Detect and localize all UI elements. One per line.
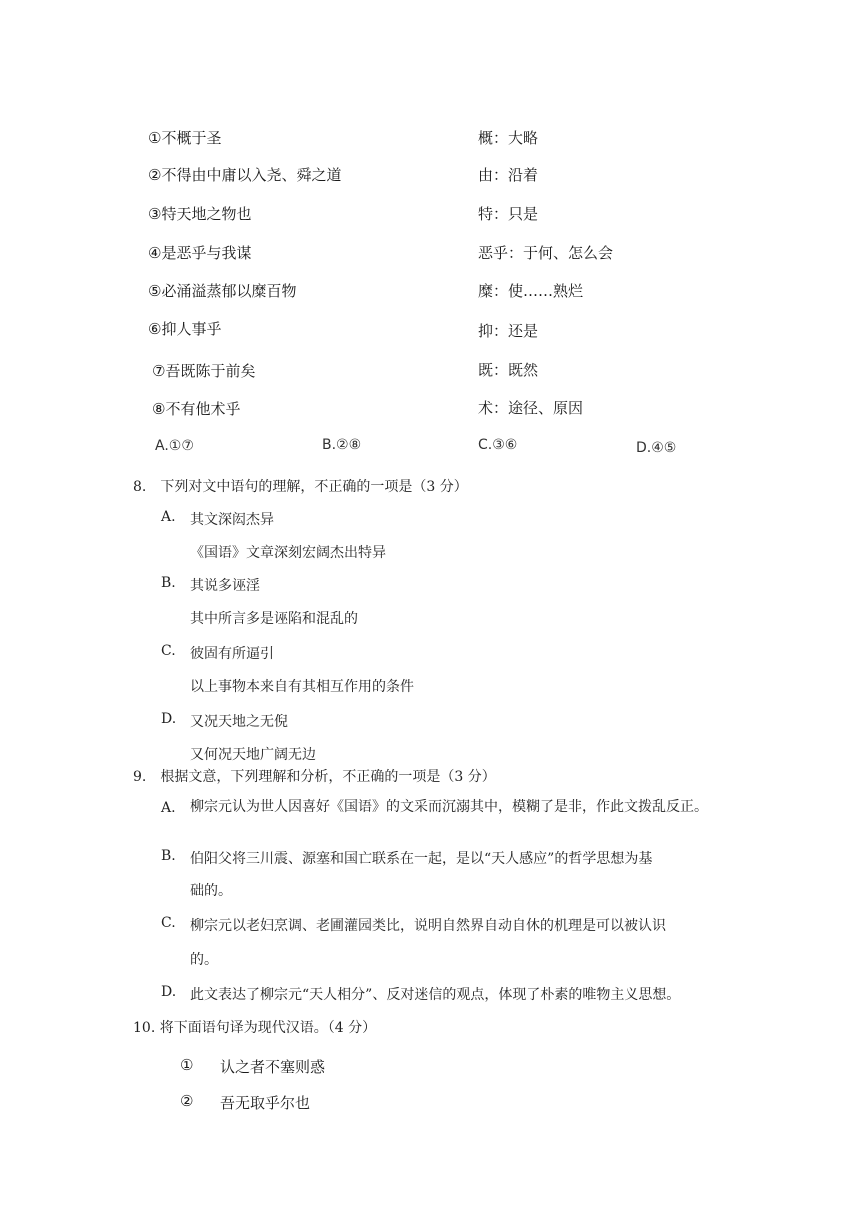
- q7-option-c: C.③⑥: [478, 437, 518, 453]
- pair-left-3: ③特天地之物也: [148, 205, 252, 223]
- pair-right-5: 糜：使……熟烂: [478, 282, 584, 300]
- pair-left-7: ⑦吾既陈于前矣: [152, 362, 256, 380]
- q7-option-b: B.②⑧: [322, 437, 362, 453]
- pair-left-1: ①不概于圣: [148, 129, 222, 147]
- q9-option-b-text2: 础的。: [190, 883, 232, 899]
- q9-option-c-label: C.: [161, 915, 176, 931]
- q8-option-d-label: D.: [161, 711, 177, 727]
- q9-option-a-text: 柳宗元认为世人因喜好《国语》的文采而沉溺其中，模糊了是非，作此文拨乱反正。: [190, 799, 708, 815]
- pair-right-8: 术：途径、原因: [478, 399, 584, 417]
- q8-option-a-explain: 《国语》文章深刻宏阔杰出特异: [190, 545, 386, 561]
- q8-option-b-explain: 其中所言多是诬陷和混乱的: [190, 611, 358, 627]
- pair-right-3: 特：只是: [478, 205, 539, 223]
- q8-option-c-label: C.: [161, 643, 176, 659]
- q8-option-d-text: 又况天地之无倪: [190, 714, 288, 730]
- q7-option-d: D.④⑤: [636, 440, 677, 456]
- q8-option-b-text: 其说多诬淫: [190, 578, 260, 594]
- pair-right-6: 抑：还是: [478, 322, 539, 340]
- q8-stem: 8. 下列对文中语句的理解，不正确的一项是（3 分）: [133, 479, 468, 495]
- q9-option-a-label: A.: [161, 800, 176, 816]
- q7-option-a: A.①⑦: [155, 438, 194, 454]
- q9-option-d-label: D.: [161, 984, 177, 1000]
- pair-right-1: 概：大略: [478, 129, 539, 147]
- q8-option-c-text: 彼固有所逼引: [190, 646, 274, 662]
- pair-left-6: ⑥抑人事乎: [148, 320, 222, 338]
- q9-option-c-text1: 柳宗元以老妇烹调、老圃灌园类比，说明自然界自动自休的机理是可以被认识: [190, 918, 666, 934]
- pair-left-4: ④是恶乎与我谋: [148, 244, 252, 262]
- pair-left-5: ⑤必涌溢蒸郁以糜百物: [148, 282, 297, 300]
- q9-option-d-text: 此文表达了柳宗元“天人相分”、反对迷信的观点，体现了朴素的唯物主义思想。: [190, 987, 681, 1003]
- q9-stem: 9. 根据文意，下列理解和分析，不正确的一项是（3 分）: [133, 769, 496, 785]
- q10-stem: 10. 将下面语句译为现代汉语。（4 分）: [133, 1020, 377, 1036]
- q9-option-b-label: B.: [161, 848, 176, 864]
- q10-item-2-num: ②: [180, 1092, 194, 1110]
- q8-option-a-label: A.: [161, 509, 176, 525]
- pair-left-2: ②不得由中庸以入尧、舜之道: [148, 166, 342, 184]
- pair-right-4: 恶乎：于何、怎么会: [478, 244, 614, 262]
- q8-option-a-text: 其文深闳杰异: [190, 512, 274, 528]
- q10-item-2-text: 吾无取乎尔也: [220, 1094, 311, 1112]
- pair-right-7: 既：既然: [478, 361, 539, 379]
- q9-option-b-text1: 伯阳父将三川震、源塞和国亡联系在一起，是以“天人感应”的哲学思想为基: [190, 851, 653, 867]
- q10-item-1-text: 认之者不塞则惑: [220, 1058, 326, 1076]
- pair-left-8: ⑧不有他术乎: [152, 400, 241, 418]
- q10-item-1-num: ①: [180, 1056, 194, 1074]
- q9-option-c-text2: 的。: [190, 952, 218, 968]
- q8-option-b-label: B.: [161, 575, 176, 591]
- q8-option-d-explain: 又何况天地广阔无边: [190, 747, 316, 763]
- q8-option-c-explain: 以上事物本来自有其相互作用的条件: [190, 679, 414, 695]
- pair-right-2: 由：沿着: [478, 166, 539, 184]
